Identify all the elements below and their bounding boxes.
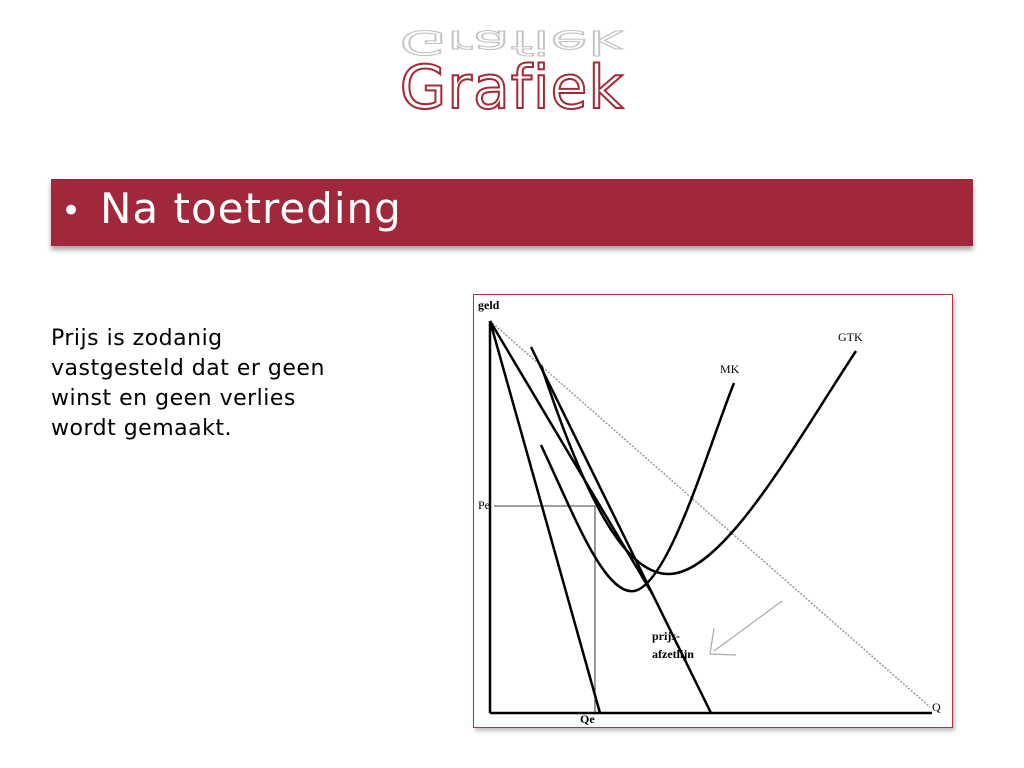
annotation-arrow-head — [710, 628, 736, 655]
economics-diagram — [473, 294, 953, 728]
diagram-svg — [474, 295, 952, 727]
banner-heading: Na toetreding — [100, 184, 402, 233]
afzetlijn-label: afzetlijn — [652, 647, 694, 661]
bullet-icon: • — [61, 191, 82, 231]
y-axis-label: geld — [478, 298, 500, 312]
annotation-arrow-shaft — [714, 601, 782, 651]
prijs-label: prijs- — [652, 629, 680, 643]
gtk-label: GTK — [838, 330, 863, 344]
slide-title: Grafiek — [399, 53, 625, 123]
body-paragraph: Prijs is zodanig vastgesteld dat er geen winst en geen verlies wordt gemaakt. — [51, 326, 325, 441]
heading-banner — [51, 179, 973, 246]
slide-title-reflection-text: Grafiek — [399, 22, 625, 62]
mk-label: MK — [720, 362, 740, 376]
dotted-reference-line — [490, 321, 930, 707]
qe-label: Qe — [580, 712, 595, 726]
slide-title-wrap — [0, 52, 1024, 124]
pe-label: Pe — [478, 498, 490, 512]
x-axis-label: Q — [932, 700, 941, 714]
